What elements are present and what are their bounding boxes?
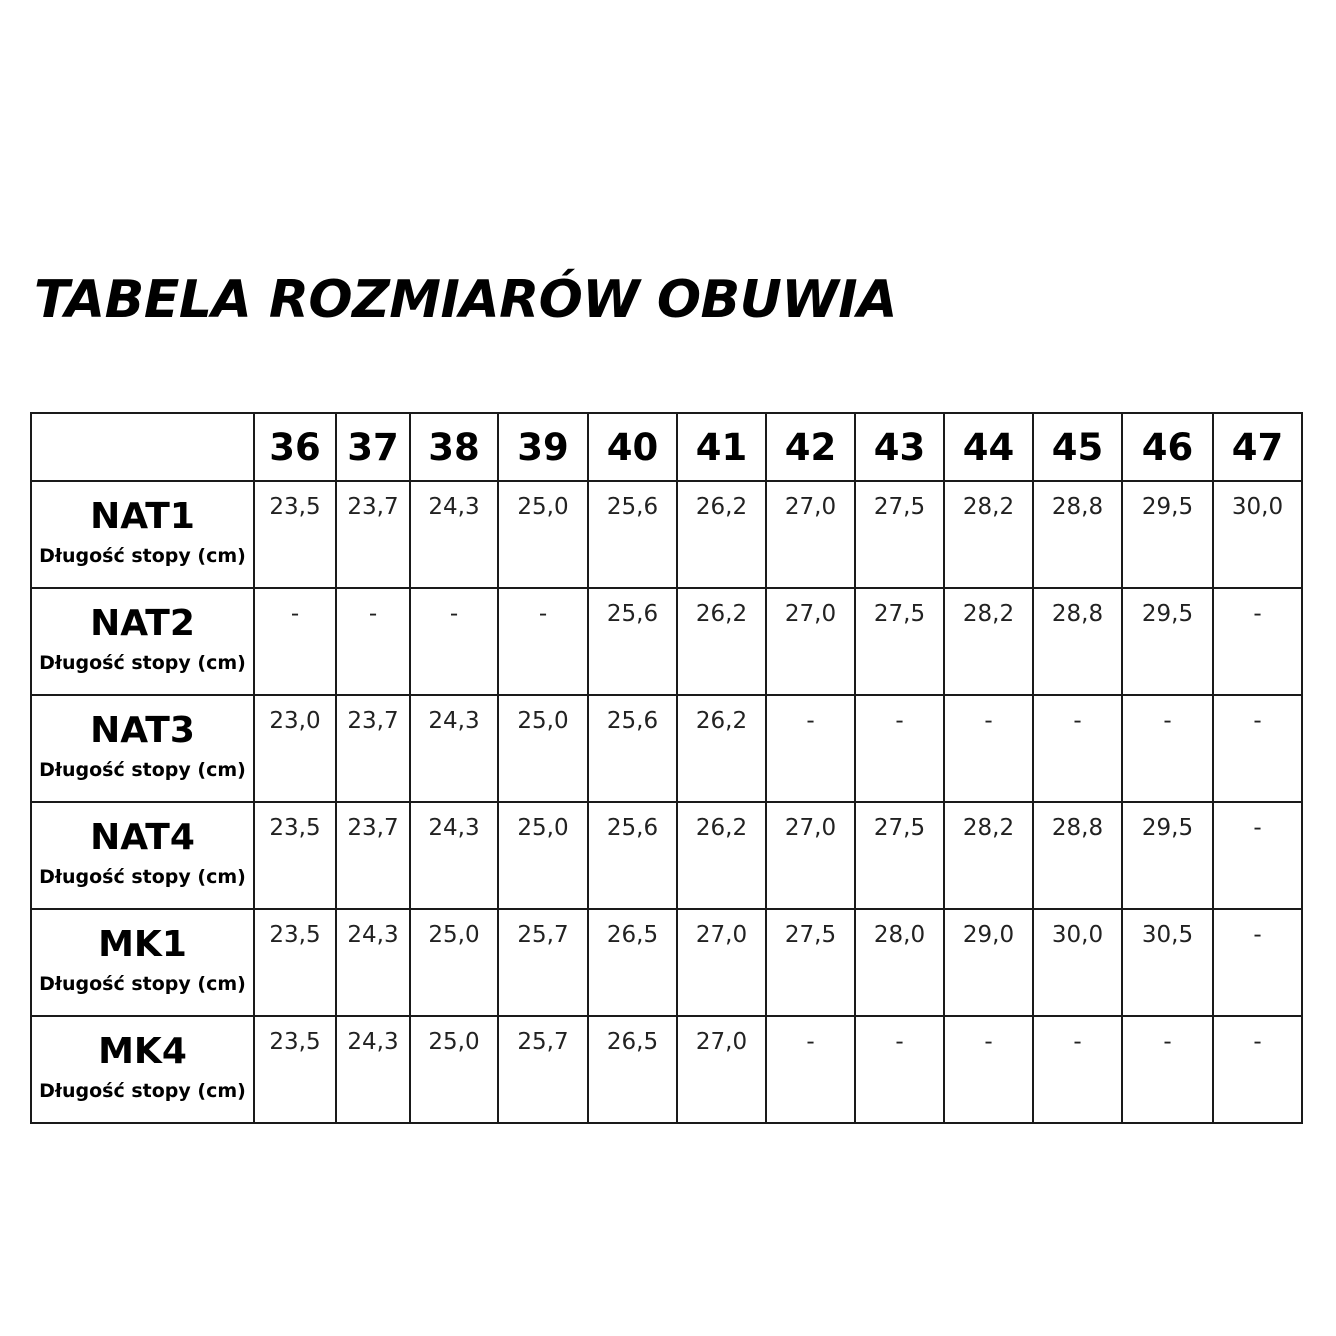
foot-length-value: 23,7 <box>347 494 399 520</box>
foot-length-value: - <box>1253 1029 1262 1055</box>
size-value-cell <box>1122 481 1213 588</box>
foot-length-value: 28,2 <box>962 494 1015 520</box>
page-title: TABELA ROZMIARÓW OBUWIA <box>34 270 897 330</box>
size-header: 40 <box>588 413 677 481</box>
model-label-cell <box>31 588 254 695</box>
model-label-cell <box>31 695 254 802</box>
foot-length-label: Długość stopy (cm) <box>39 1080 246 1102</box>
size-value-cell <box>1122 802 1213 909</box>
foot-length-value: 27,5 <box>873 601 926 627</box>
foot-length-value: 30,0 <box>1231 494 1284 520</box>
size-value-cell <box>677 1016 766 1123</box>
foot-length-value: 23,5 <box>269 922 321 948</box>
size-value-cell <box>336 695 410 802</box>
foot-length-value: 23,5 <box>269 815 321 841</box>
foot-length-value: 27,5 <box>784 922 837 948</box>
size-value-cell <box>944 588 1033 695</box>
size-value-cell <box>855 588 944 695</box>
size-value-cell <box>677 481 766 588</box>
foot-length-value: 24,3 <box>428 494 480 520</box>
foot-length-value: 26,2 <box>695 815 748 841</box>
size-value-cell <box>336 1016 410 1123</box>
foot-length-value: 24,3 <box>428 815 480 841</box>
size-header: 42 <box>766 413 855 481</box>
size-value-cell <box>944 1016 1033 1123</box>
foot-length-value: - <box>1163 708 1172 734</box>
model-label-cell <box>31 481 254 588</box>
size-value-cell <box>254 1016 336 1123</box>
size-value-cell <box>855 802 944 909</box>
foot-length-label: Długość stopy (cm) <box>39 973 246 995</box>
header-corner-cell <box>31 413 254 481</box>
foot-length-value: 27,5 <box>873 815 926 841</box>
size-value-cell <box>944 481 1033 588</box>
model-name: NAT4 <box>90 817 195 858</box>
model-label-cell <box>31 909 254 1016</box>
foot-length-value: - <box>368 601 378 627</box>
foot-length-value: 27,0 <box>784 815 837 841</box>
size-value-cell <box>254 481 336 588</box>
size-value-cell <box>1213 695 1302 802</box>
size-value-cell <box>1213 909 1302 1016</box>
foot-length-value: - <box>895 1029 904 1055</box>
size-header: 44 <box>944 413 1033 481</box>
foot-length-value: 23,5 <box>269 494 321 520</box>
foot-length-value: - <box>806 1029 815 1055</box>
size-value-cell <box>766 481 855 588</box>
foot-length-label: Długość stopy (cm) <box>39 652 246 674</box>
foot-length-value: 25,6 <box>606 601 659 627</box>
size-header: 45 <box>1033 413 1122 481</box>
size-value-cell <box>498 588 588 695</box>
size-header-row <box>31 413 1302 481</box>
foot-length-value: 28,8 <box>1051 815 1104 841</box>
foot-length-value: - <box>1253 922 1262 948</box>
foot-length-value: 27,0 <box>695 922 748 948</box>
size-value-cell <box>1033 588 1122 695</box>
size-value-cell <box>410 909 498 1016</box>
model-name: MK4 <box>98 1031 187 1072</box>
size-header: 38 <box>410 413 498 481</box>
size-value-cell <box>1122 588 1213 695</box>
table-row <box>31 695 1302 802</box>
foot-length-value: 23,7 <box>347 815 399 841</box>
foot-length-value: - <box>984 1029 993 1055</box>
size-value-cell <box>588 1016 677 1123</box>
foot-length-value: 28,2 <box>962 601 1015 627</box>
model-name: NAT1 <box>90 496 195 537</box>
foot-length-value: 27,0 <box>695 1029 748 1055</box>
size-value-cell <box>766 802 855 909</box>
size-header: 43 <box>855 413 944 481</box>
model-label-cell <box>31 1016 254 1123</box>
size-value-cell <box>588 481 677 588</box>
foot-length-value: 25,0 <box>428 1029 480 1055</box>
foot-length-value: - <box>1253 815 1262 841</box>
foot-length-value: 23,5 <box>269 1029 321 1055</box>
size-value-cell <box>498 1016 588 1123</box>
foot-length-value: 25,6 <box>606 708 659 734</box>
model-name: NAT3 <box>90 710 195 751</box>
foot-length-value: 23,7 <box>347 708 399 734</box>
foot-length-value: 25,7 <box>517 1029 569 1055</box>
foot-length-value: 24,3 <box>347 922 399 948</box>
size-value-cell <box>1033 695 1122 802</box>
size-value-cell <box>498 909 588 1016</box>
size-value-cell <box>1033 481 1122 588</box>
size-value-cell <box>677 909 766 1016</box>
foot-length-label: Długość stopy (cm) <box>39 545 246 567</box>
size-value-cell <box>855 909 944 1016</box>
size-value-cell <box>588 695 677 802</box>
foot-length-value: 26,2 <box>695 494 748 520</box>
foot-length-value: - <box>1073 1029 1082 1055</box>
foot-length-value: 25,0 <box>517 815 569 841</box>
size-value-cell <box>1033 909 1122 1016</box>
size-value-cell <box>766 909 855 1016</box>
foot-length-value: - <box>290 601 300 627</box>
size-value-cell <box>410 588 498 695</box>
foot-length-value: - <box>984 708 993 734</box>
size-value-cell <box>336 802 410 909</box>
size-value-cell <box>254 588 336 695</box>
foot-length-value: - <box>1253 708 1262 734</box>
foot-length-value: 27,5 <box>873 494 926 520</box>
foot-length-value: - <box>1163 1029 1172 1055</box>
foot-length-value: 26,2 <box>695 601 748 627</box>
foot-length-value: 29,5 <box>1141 601 1194 627</box>
foot-length-value: 23,0 <box>269 708 321 734</box>
foot-length-value: - <box>449 601 459 627</box>
foot-length-value: - <box>538 601 548 627</box>
size-value-cell <box>1213 481 1302 588</box>
foot-length-value: 28,2 <box>962 815 1015 841</box>
size-header: 41 <box>677 413 766 481</box>
foot-length-value: 28,8 <box>1051 494 1104 520</box>
foot-length-value: 25,0 <box>517 494 569 520</box>
foot-length-value: 29,0 <box>962 922 1015 948</box>
size-value-cell <box>410 1016 498 1123</box>
foot-length-value: 28,8 <box>1051 601 1104 627</box>
size-value-cell <box>336 481 410 588</box>
size-header: 47 <box>1213 413 1302 481</box>
foot-length-value: 26,2 <box>695 708 748 734</box>
size-value-cell <box>1033 1016 1122 1123</box>
table-row <box>31 1016 1302 1123</box>
size-value-cell <box>766 588 855 695</box>
foot-length-value: 29,5 <box>1141 815 1194 841</box>
size-value-cell <box>336 588 410 695</box>
size-value-cell <box>588 588 677 695</box>
size-value-cell <box>1213 802 1302 909</box>
size-value-cell <box>766 695 855 802</box>
foot-length-value: 30,5 <box>1141 922 1194 948</box>
size-value-cell <box>498 695 588 802</box>
table-row <box>31 909 1302 1016</box>
model-name: MK1 <box>98 924 187 965</box>
size-value-cell <box>944 909 1033 1016</box>
size-value-cell <box>766 1016 855 1123</box>
table-row <box>31 481 1302 588</box>
size-header: 36 <box>254 413 336 481</box>
size-value-cell <box>588 802 677 909</box>
foot-length-value: 25,6 <box>606 494 659 520</box>
size-value-cell <box>855 481 944 588</box>
size-value-cell <box>1033 802 1122 909</box>
foot-length-value: 29,5 <box>1141 494 1194 520</box>
size-value-cell <box>944 802 1033 909</box>
size-value-cell <box>410 695 498 802</box>
size-value-cell <box>1213 588 1302 695</box>
size-header: 39 <box>498 413 588 481</box>
size-value-cell <box>1122 909 1213 1016</box>
foot-length-value: 28,0 <box>873 922 926 948</box>
size-chart-table <box>30 412 1303 1124</box>
foot-length-value: 25,0 <box>428 922 480 948</box>
size-value-cell <box>1122 1016 1213 1123</box>
size-value-cell <box>410 802 498 909</box>
size-value-cell <box>1122 695 1213 802</box>
foot-length-value: 24,3 <box>428 708 480 734</box>
foot-length-value: 27,0 <box>784 601 837 627</box>
size-value-cell <box>254 909 336 1016</box>
size-value-cell <box>498 481 588 588</box>
table-row <box>31 802 1302 909</box>
model-name: NAT2 <box>90 603 195 644</box>
foot-length-value: - <box>1073 708 1082 734</box>
foot-length-value: 27,0 <box>784 494 837 520</box>
foot-length-value: 30,0 <box>1051 922 1104 948</box>
size-value-cell <box>336 909 410 1016</box>
size-value-cell <box>410 481 498 588</box>
foot-length-value: 26,5 <box>606 922 659 948</box>
foot-length-value: 26,5 <box>606 1029 659 1055</box>
foot-length-value: - <box>806 708 815 734</box>
foot-length-value: - <box>1253 601 1262 627</box>
foot-length-label: Długość stopy (cm) <box>39 759 246 781</box>
size-value-cell <box>855 695 944 802</box>
size-value-cell <box>944 695 1033 802</box>
size-value-cell <box>677 802 766 909</box>
size-value-cell <box>677 695 766 802</box>
foot-length-value: 24,3 <box>347 1029 399 1055</box>
size-value-cell <box>498 802 588 909</box>
foot-length-value: 25,7 <box>517 922 569 948</box>
size-value-cell <box>254 695 336 802</box>
foot-length-value: 25,6 <box>606 815 659 841</box>
size-value-cell <box>588 909 677 1016</box>
size-value-cell <box>677 588 766 695</box>
size-header: 37 <box>336 413 410 481</box>
foot-length-value: 25,0 <box>517 708 569 734</box>
size-value-cell <box>254 802 336 909</box>
size-value-cell <box>855 1016 944 1123</box>
foot-length-value: - <box>895 708 904 734</box>
size-header: 46 <box>1122 413 1213 481</box>
model-label-cell <box>31 802 254 909</box>
table-row <box>31 588 1302 695</box>
size-value-cell <box>1213 1016 1302 1123</box>
foot-length-label: Długość stopy (cm) <box>39 866 246 888</box>
